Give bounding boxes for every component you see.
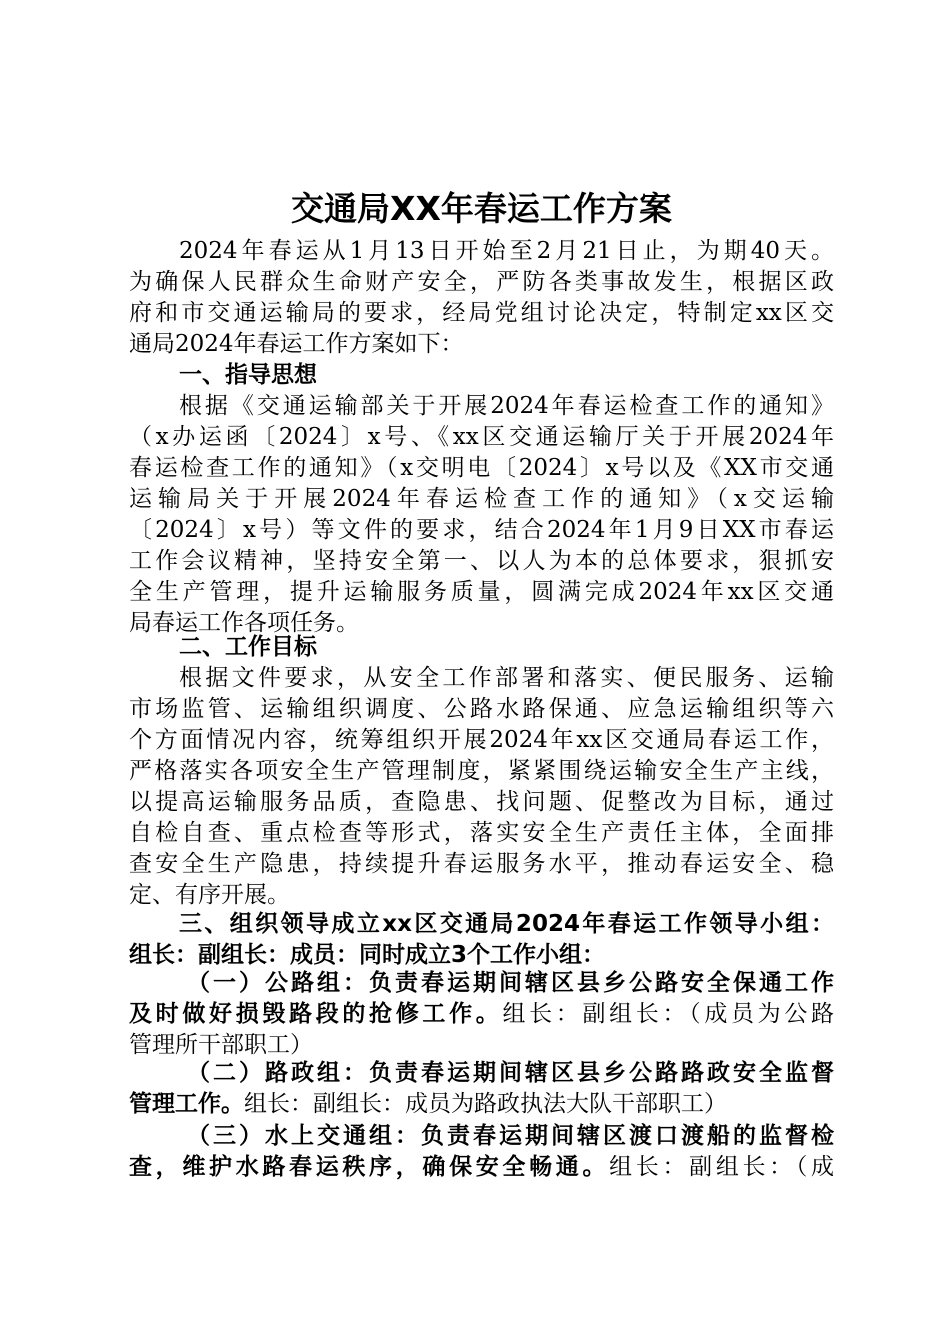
group-heading: （一）公路组：负责春运期间辖区县乡公路安全保通工作	[187, 970, 834, 996]
paragraph-line	[129, 1089, 834, 1120]
paragraph-line: 管理所干部职工）	[129, 1032, 313, 1058]
paragraph-line: 以提高运输服务品质，查隐患、找问题、促整改为目标，通过	[129, 789, 834, 815]
paragraph-line	[129, 1152, 834, 1183]
paragraph-line: 〔2024〕x号）等文件的要求，结合2024年1月9日XX市春运	[129, 517, 834, 543]
section-2-paragraph	[129, 663, 834, 911]
intro-line: 2024年春运从1月13日开始至2月21日止，为期40天。	[179, 238, 834, 264]
paragraph-line: 组长：副组长：成员：同时成立3个工作小组：	[129, 942, 606, 968]
paragraph-line: 运输局关于开展2024年春运检查工作的通知》（x交运输	[129, 486, 834, 512]
intro-line: 为确保人民群众生命财产安全，严防各类事故发生，根据区政	[129, 269, 834, 295]
paragraph-line: 定、有序开展。	[129, 882, 290, 908]
paragraph-line: 全生产管理，提升运输服务质量，圆满完成2024年xx区交通	[129, 579, 834, 605]
paragraph-line: 个方面情况内容，统筹组织开展2024年xx区交通局春运工作，	[129, 727, 834, 753]
section-heading: 一、指导思想	[179, 362, 317, 388]
paragraph-line: 工作会议精神，坚持安全第一、以人为本的总体要求，狠抓安	[129, 548, 834, 574]
section-3-paragraph	[129, 909, 834, 971]
section-heading: 三、组织领导成立xx区交通局2024年春运工作领导小组：	[179, 911, 834, 937]
group-duty-text: 及时做好损毁路段的抢修工作。	[129, 1001, 503, 1027]
paragraph-line: 根据《交通运输部关于开展2024年春运检查工作的通知》	[179, 393, 834, 419]
group-duty-text: 查，维护水路春运秩序，确保安全畅通。	[129, 1154, 610, 1180]
section-heading: 二、工作目标	[179, 634, 317, 660]
paragraph-line: 市场监管、运输组织调度、公路水路保通、应急运输组织等六	[129, 696, 834, 722]
paragraph-line	[129, 999, 834, 1030]
intro-line: 府和市交通运输局的要求，经局党组讨论决定，特制定xx区交	[129, 300, 834, 326]
paragraph-line: 查安全生产隐患，持续提升春运服务水平，推动春运安全、稳	[129, 851, 834, 877]
intro-paragraph	[129, 236, 834, 360]
section-1-paragraph	[129, 391, 834, 639]
document-page	[129, 0, 834, 1344]
paragraph-line: 严格落实各项安全生产管理制度，紧紧围绕运输安全生产主线，	[129, 758, 834, 784]
paragraph-line: （x办运函〔2024〕x号、《xx区交通运输厅关于开展2024年	[129, 424, 834, 450]
paragraph-line: 根据文件要求，从安全工作部署和落实、便民服务、运输	[179, 665, 834, 691]
group-heading: （二）路政组：负责春运期间辖区县乡公路路政安全监督	[187, 1060, 834, 1086]
intro-line: 通局2024年春运工作方案如下：	[129, 331, 464, 357]
document-title: 交通局XX年春运工作方案	[291, 189, 672, 228]
group-members-text: 组长：副组长：（成员为公路	[502, 1001, 835, 1027]
section-1-heading-block	[129, 360, 834, 391]
section-2-heading-block	[129, 632, 834, 663]
group-members-text: 组长：副组长：（成	[609, 1154, 835, 1180]
group-water-transport-paragraph	[129, 1121, 834, 1183]
group-members-text: 组长：副组长：成员为路政执法大队干部职工）	[244, 1091, 727, 1117]
group-road-admin-paragraph	[129, 1058, 834, 1120]
group-highway-paragraph	[129, 968, 834, 1061]
group-heading: （三）水上交通组：负责春运期间辖区渡口渡船的监督检	[187, 1123, 834, 1149]
paragraph-line: 自检自查、重点检查等形式，落实安全生产责任主体，全面排	[129, 820, 834, 846]
paragraph-line: 局春运工作各项任务。	[129, 610, 359, 636]
paragraph-line: 春运检查工作的通知》（x交明电〔2024〕x号以及《XX市交通	[129, 455, 834, 481]
group-duty-text: 管理工作。	[129, 1091, 244, 1117]
